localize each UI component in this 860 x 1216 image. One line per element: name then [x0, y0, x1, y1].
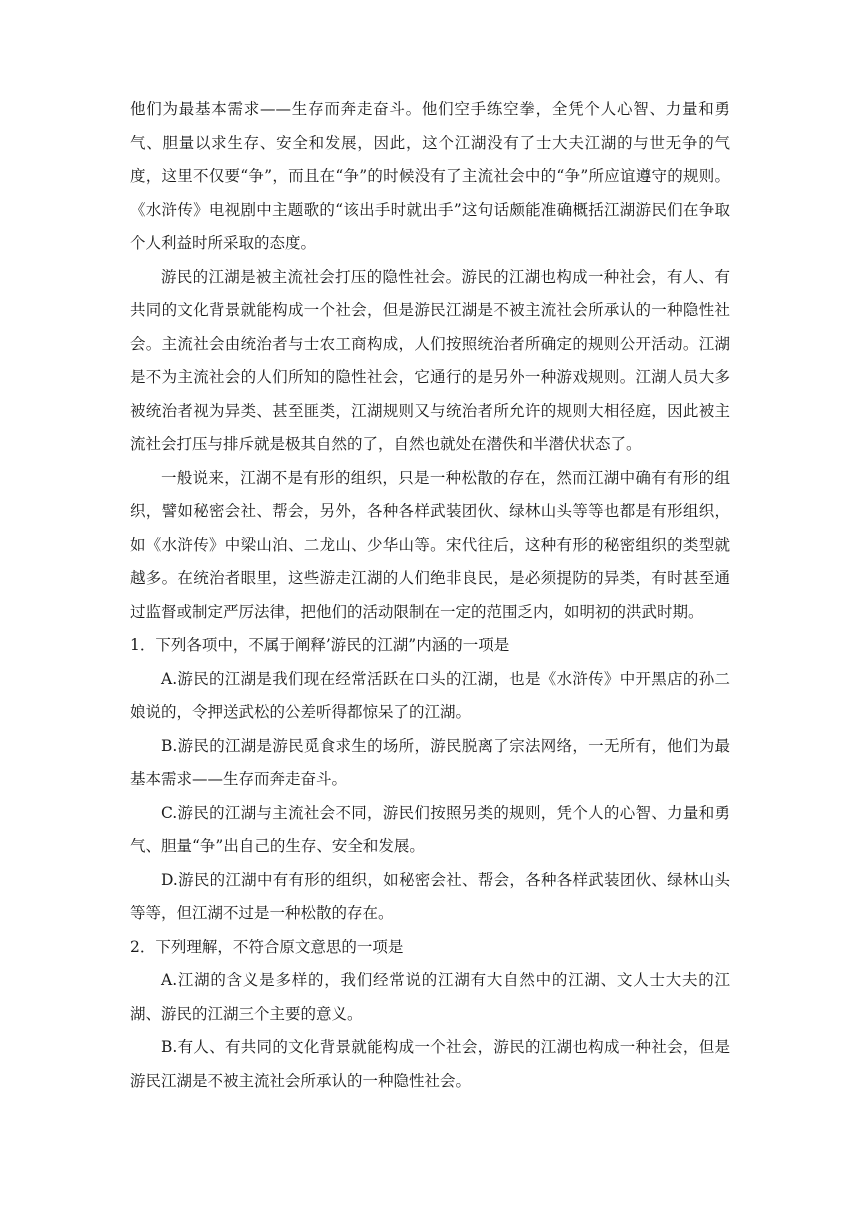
question-option: A.江湖的含义是多样的，我们经常说的江湖有大自然中的江湖、文人士大夫的江湖、游民的江湖三个主要的意义。	[130, 971, 730, 1023]
question-stem: 1．下列各项中，不属于阐释’游民的江湖”内涵的一项是	[130, 636, 510, 654]
question-option: B.有人、有共同的文化背景就能构成一个社会，游民的江湖也构成一种社会，但是游民江湖是不被主流社会所承认的一种隐性社会。	[130, 1038, 730, 1090]
question-option: A.游民的江湖是我们现在经常活跃在口头的江湖，也是《水浒传》中开黑店的孙二娘说的，令押送武松的公差听得都惊呆了的江湖。	[130, 669, 730, 721]
question-option: C.游民的江湖与主流社会不同，游民们按照另类的规则，凭个人的心智、力量和勇气、胆量“争”出自己的生存、安全和发展。	[130, 803, 730, 855]
question-stem: 2．下列理解，不符合原文意思的一项是	[130, 937, 404, 956]
question-option: B.游民的江湖是游民觅食求生的场所，游民脱离了宗法网络，一无所有，他们为最基本需求——生存而奔走奋斗。	[130, 736, 730, 788]
passage-paragraph: 他们为最基本需求——生存而奔走奋斗。他们空手练空拳，全凭个人心智、力量和勇气、胆量以求生存、安全和发展，因此，这个江湖没有了士大夫江湖的与世无争的气度，这里不仅要“争”，而且在“争”的时候没有了主流社会中的“争”所应谊遵守的规则。《水浒传》电视剧中主题歌的“该出手时就出手”这句话颇能准确概括江湖游民们在争取个人利益时所采取的态度。	[130, 100, 730, 252]
question-option: D.游民的江湖中有有形的组织，如秘密会社、帮会，各种各样武装团伙、绿林山头等等，但江湖不过是一种松散的存在。	[130, 870, 730, 922]
passage-paragraph: 一般说来，江湖不是有形的组织，只是一种松散的存在，然而江湖中确有有形的组织，譬如秘密会社、帮会，另外，各种各样武装团伙、绿林山头等等也都是有形组织，如《水浒传》中梁山泊、二龙山、少华山等。宋代往后，这种有形的秘密组织的类型就越多。在统治者眼里，这些游走江湖的人们绝非良民，是必须提防的异类，有时甚至通过监督或制定严厉法律，把他们的活动限制在一定的范围乏内，如明初的洪武时期。	[130, 468, 730, 621]
document-body	[130, 93, 730, 1098]
passage-paragraph: 游民的江湖是被主流社会打压的隐性社会。游民的江湖也构成一种社会，有人、有共同的文化背景就能构成一个社会，但是游民江湖是不被主流社会所承认的一种隐性社会。主流社会由统治者与士农工商构成，人们按照统治者所确定的规则公开活动。江湖是不为主流社会的人们所知的隐性社会，它通行的是另外一种游戏规则。江湖人员大多被统治者视为异类、甚至匪类，江湖规则又与统治者所允许的规则大相径庭，因此被主流社会打压与排斥就是极其自然的了，自然也就处在潜佚和半潜伏状态了。	[130, 267, 730, 453]
